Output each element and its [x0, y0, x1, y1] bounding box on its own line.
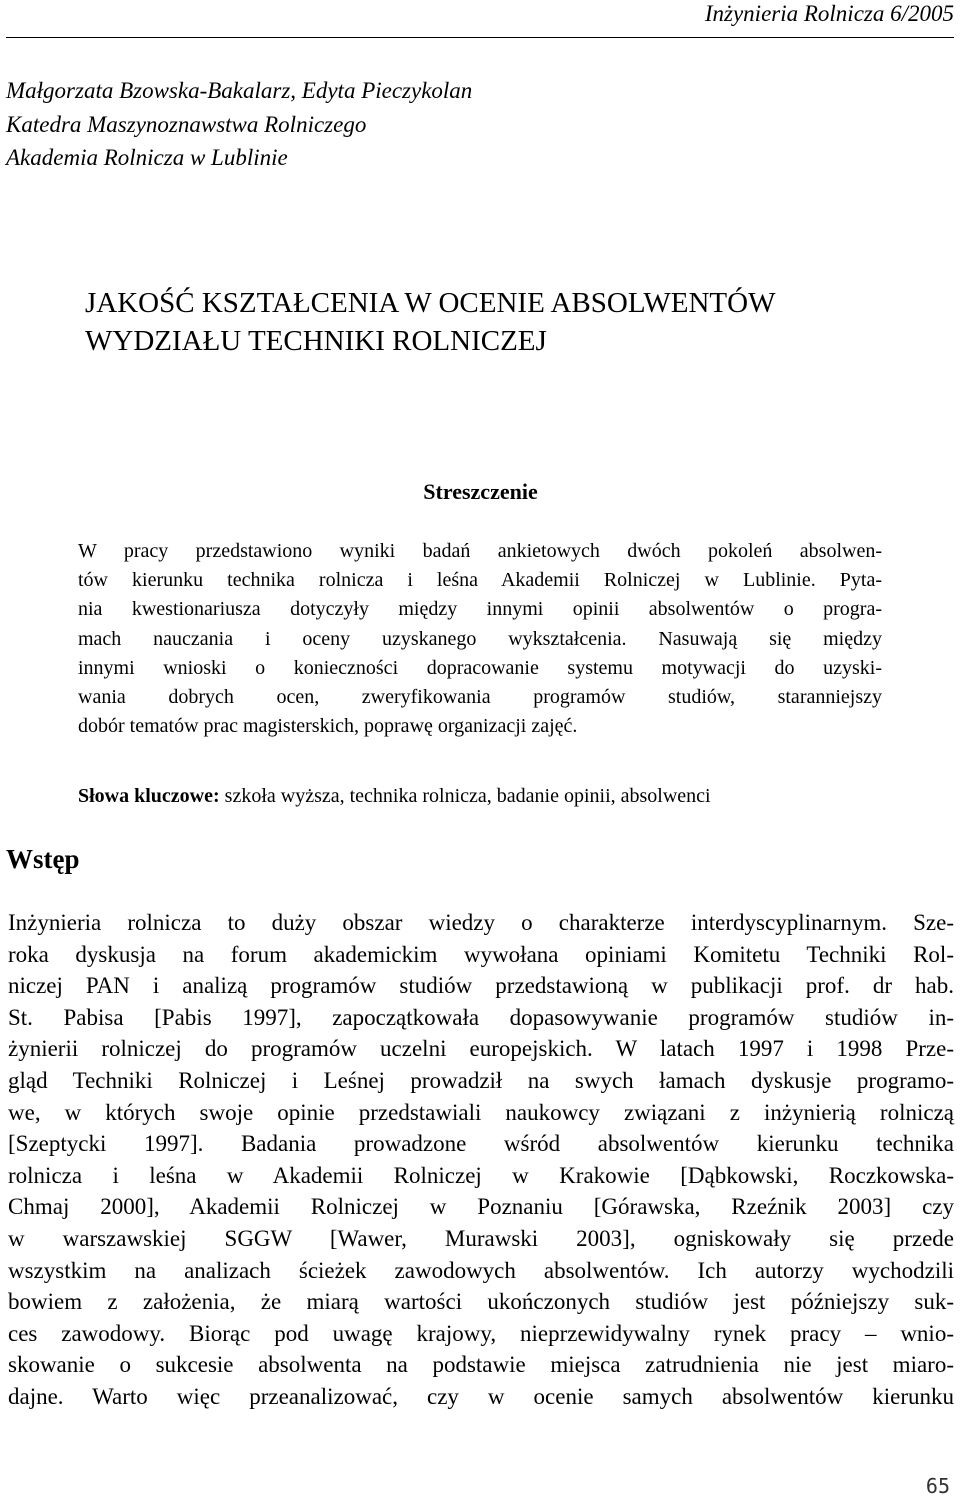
body-line: dajne. Warto więc przeanalizować, czy w ocenie samych absolwentów kierunku	[8, 1383, 954, 1409]
abstract-line: W pracy przedstawiono wyniki badań ankietowych dwóch pokoleń absolwen-	[78, 540, 882, 562]
author-block	[6, 74, 472, 175]
abstract-line: tów kierunku technika rolnicza i leśna Akademii Rolniczej w Lublinie. Pyta-	[78, 569, 882, 592]
author-department: Katedra Maszynoznawstwa Rolniczego	[6, 111, 367, 137]
body-line: niczej PAN i analizą programów studiów przedstawioną w publikacji prof. dr hab.	[8, 973, 954, 999]
body-line: wszystkim na analizach ścieżek zawodowych absolwentów. Ich autorzy wychodzili	[8, 1257, 954, 1283]
body-line: roka dyskusja na forum akademickim wywołana opiniami Komitetu Techniki Rol-	[8, 941, 954, 967]
abstract-heading: Streszczenie	[423, 479, 538, 504]
header-rule	[6, 37, 954, 38]
title-line-1: JAKOŚĆ KSZTAŁCENIA W OCENIE ABSOLWENTÓW	[85, 287, 776, 319]
keywords	[78, 782, 711, 810]
body-line: żynierii rolniczej do programów uczelni europejskich. W latach 1997 i 1998 Prze-	[8, 1036, 954, 1062]
body-paragraph	[8, 907, 954, 1413]
author-names: Małgorzata Bzowska-Bakalarz, Edyta Pieczykolan	[6, 78, 473, 103]
abstract-text	[78, 537, 882, 741]
body-line: w warszawskiej SGGW [Wawer, Murawski 2003], ogniskowały się przede	[8, 1225, 954, 1251]
body-line: bowiem z założenia, że miarą wartości ukończonych studiów jest późniejszy suk-	[8, 1289, 954, 1315]
keywords-text: szkoła wyższa, technika rolnicza, badanie opinii, absolwenci	[219, 785, 711, 807]
paper-title	[85, 284, 775, 360]
body-line: Inżynieria rolnicza to duży obszar wiedzy o charakterze interdyscyplinarnym. Sze-	[8, 910, 954, 935]
author-university: Akademia Rolnicza w Lublinie	[6, 145, 288, 170]
abstract-line: dobór tematów prac magisterskich, poprawę organizacji zajęć.	[78, 715, 578, 738]
page-number: 65	[925, 1474, 950, 1498]
title-line-2: WYDZIAŁU TECHNIKI ROLNICZEJ	[85, 325, 547, 357]
body-line: [Szeptycki 1997]. Badania prowadzone wśród absolwentów kierunku technika	[8, 1131, 954, 1157]
body-line: Chmaj 2000], Akademii Rolniczej w Poznaniu [Górawska, Rzeźnik 2003] czy	[8, 1194, 954, 1220]
body-line: ces zawodowy. Biorąc pod uwagę krajowy, nieprzewidywalny rynek pracy – wnio-	[8, 1320, 954, 1346]
body-line: skowanie o sukcesie absolwenta na podstawie miejsca zatrudnienia nie jest miaro-	[8, 1352, 954, 1378]
journal-header: Inżynieria Rolnicza 6/2005	[704, 1, 954, 26]
body-line: St. Pabisa [Pabis 1997], zapoczątkowała dopasowywanie programów studiów in-	[8, 1004, 954, 1030]
abstract-line: nia kwestionariusza dotyczyły między innymi opinii absolwentów o progra-	[78, 598, 882, 621]
section-heading-intro: Wstęp	[6, 844, 80, 874]
abstract-line: innymi wnioski o konieczności dopracowanie systemu motywacji do uzyski-	[78, 656, 882, 679]
abstract-line: wania dobrych ocen, zweryfikowania programów studiów, staranniejszy	[78, 685, 882, 708]
abstract-line: mach nauczania i oceny uzyskanego wykształcenia. Nasuwają się między	[78, 627, 882, 650]
body-line: we, w których swoje opinie przedstawiali naukowcy związani z inżynierią rolniczą	[8, 1099, 954, 1125]
keywords-label: Słowa kluczowe:	[78, 785, 220, 807]
body-line: rolnicza i leśna w Akademii Rolniczej w Krakowie [Dąbkowski, Roczkowska-	[8, 1162, 954, 1188]
body-line: gląd Techniki Rolniczej i Leśnej prowadził na swych łamach dyskusje programo-	[8, 1067, 954, 1093]
